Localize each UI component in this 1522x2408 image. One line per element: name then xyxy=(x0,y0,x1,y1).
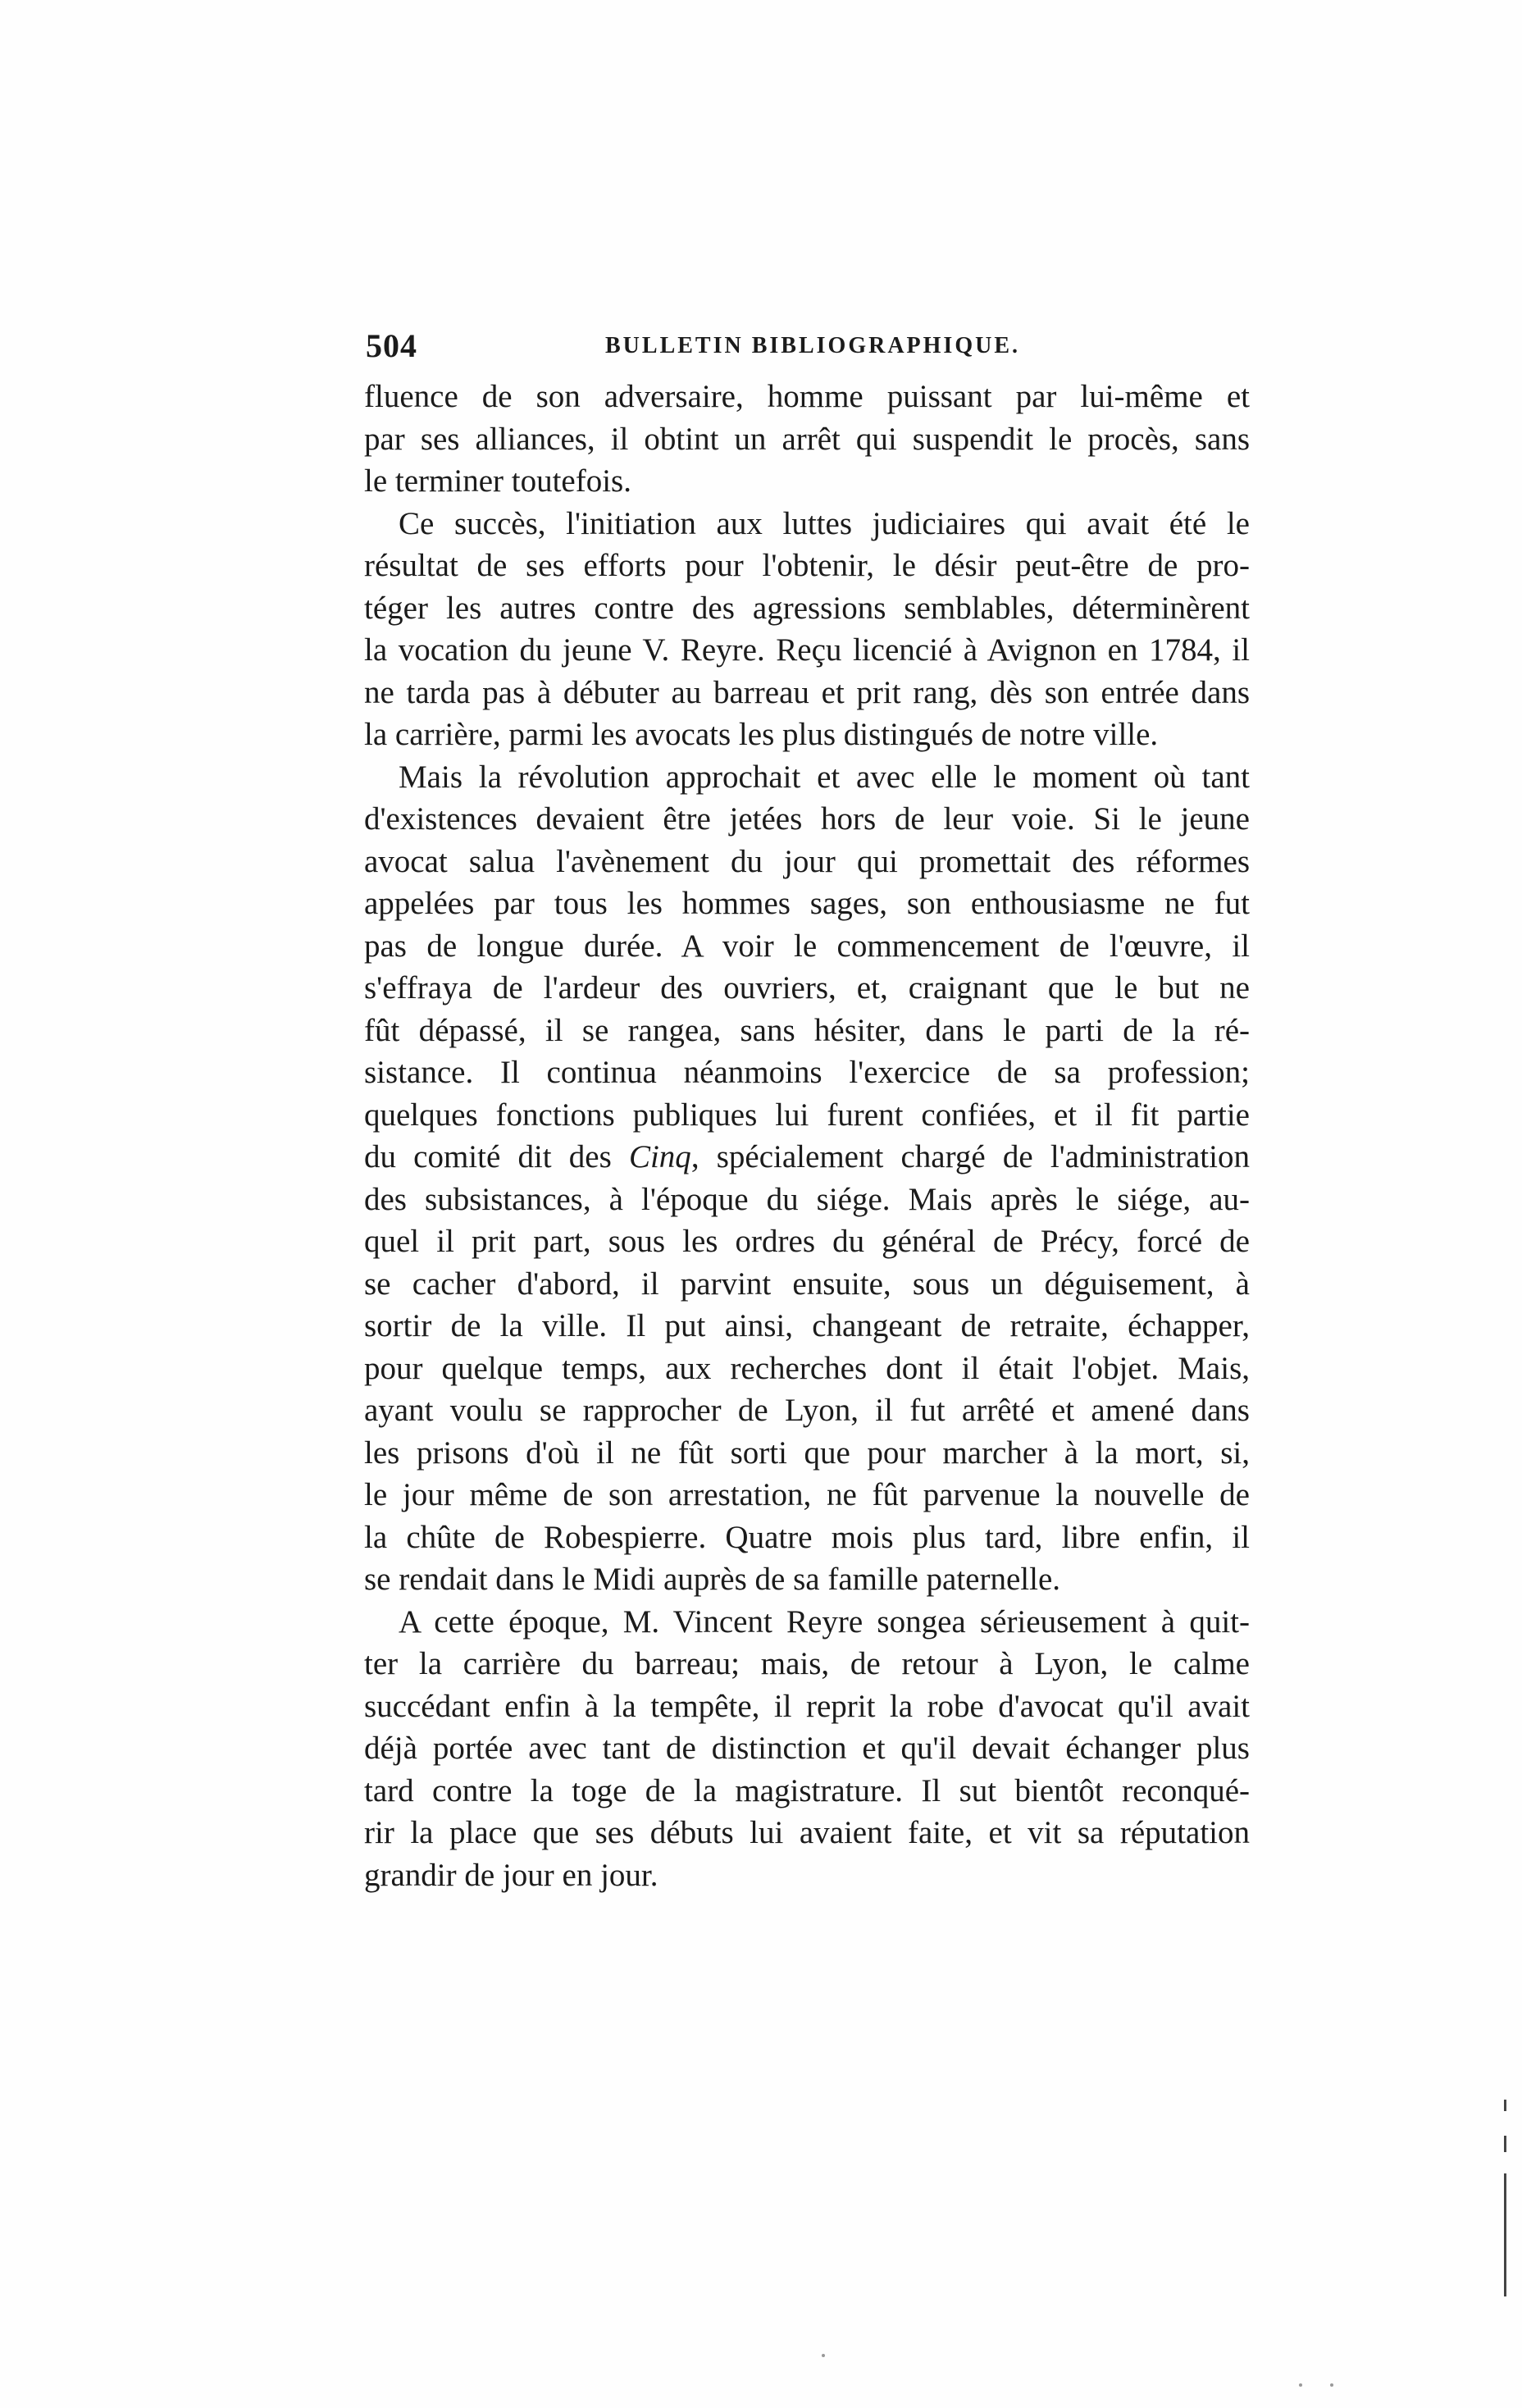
text-line: déjà portée avec tant de distinction et qu'il devait échanger plus xyxy=(364,1731,1250,1766)
paragraph xyxy=(364,1601,1250,1897)
text-line: fluence de son adversaire, homme puissant par lui-même et xyxy=(364,379,1250,414)
text-line: la chûte de Robespierre. Quatre mois plus tard, libre enfin, il xyxy=(364,1519,1250,1555)
text-line: ayant voulu se rapprocher de Lyon, il fut arrêté et amené dans xyxy=(364,1393,1250,1428)
running-header xyxy=(366,326,1260,372)
page-number: 504 xyxy=(366,327,417,364)
text-line: quel il prit part, sous les ordres du général de Précy, forcé de xyxy=(364,1224,1250,1259)
text-line: ter la carrière du barreau; mais, de retour à Lyon, le calme xyxy=(364,1646,1250,1681)
running-title: BULLETIN BIBLIOGRAPHIQUE. xyxy=(605,333,1020,358)
text-line: des subsistances, à l'époque du siége. Mais après le siége, au- xyxy=(364,1181,1250,1217)
text-line: sortir de la ville. Il put ainsi, changeant de retraite, échapper, xyxy=(364,1308,1250,1343)
scan-edge-marks xyxy=(1504,2100,1509,2346)
text-line: téger les autres contre des agressions semblables, déterminèrent xyxy=(364,590,1250,626)
paragraph xyxy=(364,503,1250,756)
scan-mark xyxy=(1504,2136,1506,2152)
text-line: pour quelque temps, aux recherches dont il était l'objet. Mais, xyxy=(364,1350,1250,1386)
text-line: résultat de ses efforts pour l'obtenir, le désir peut-être de pro- xyxy=(364,548,1250,583)
paragraph xyxy=(364,756,1250,1601)
text-line: les prisons d'où il ne fût sorti que pour marcher à la mort, si, xyxy=(364,1434,1250,1471)
text-line: se rendait dans le Midi auprès de sa famille paternelle. xyxy=(364,1562,1061,1597)
text-line: la vocation du jeune V. Reyre. Reçu licencié à Avignon en 1784, il xyxy=(364,632,1250,668)
text-line: s'effraya de l'ardeur des ouvriers, et, craignant que le but ne xyxy=(364,970,1250,1006)
paragraph xyxy=(364,376,1250,503)
text-line: Mais la révolution approchait et avec elle le moment où tant xyxy=(399,759,1250,795)
text-line: fût dépassé, il se rangea, sans hésiter, dans le parti de la ré- xyxy=(364,1012,1250,1048)
italic-word: Cinq xyxy=(628,1139,691,1174)
text-line: par ses alliances, il obtint un arrêt qui suspendit le procès, sans xyxy=(364,421,1250,457)
text-run: , spécialement chargé de l'administration xyxy=(690,1139,1250,1174)
text-line: d'existences devaient être jetées hors de leur voie. Si le jeune xyxy=(364,801,1250,837)
text-line: rir la place que ses débuts lui avaient faite, et vit sa réputation xyxy=(364,1815,1250,1850)
text-line: avocat salua l'avènement du jour qui promettait des réformes xyxy=(364,843,1250,879)
text-line: Ce succès, l'initiation aux luttes judiciaires qui avait été le xyxy=(399,505,1250,541)
scan-mark xyxy=(1504,2100,1506,2111)
scan-speck xyxy=(1330,2383,1333,2387)
text-line: quelques fonctions publiques lui furent confiées, et il fit partie xyxy=(364,1097,1250,1133)
text-line: ne tarda pas à débuter au barreau et prit rang, dès son entrée dans xyxy=(364,674,1250,710)
text-line: A cette époque, M. Vincent Reyre songea sérieusement à quit- xyxy=(399,1603,1250,1640)
text-line: le terminer toutefois. xyxy=(364,463,631,499)
text-line: appelées par tous les hommes sages, son enthousiasme ne fut xyxy=(364,886,1250,921)
text-line: succédant enfin à la tempête, il reprit la robe d'avocat qu'il avait xyxy=(364,1688,1250,1724)
text-line: la carrière, parmi les avocats les plus distingués de notre ville. xyxy=(364,717,1159,752)
text-line: tard contre la toge de la magistrature. Il sut bientôt reconqué- xyxy=(364,1772,1250,1808)
text-line: le jour même de son arrestation, ne fût parvenue la nouvelle de xyxy=(364,1477,1250,1512)
text-line: sistance. Il continua néanmoins l'exercice de sa profession; xyxy=(364,1055,1250,1090)
body-text xyxy=(364,376,1250,1896)
scan-speck xyxy=(1299,2383,1302,2387)
text-line: pas de longue durée. A voir le commencement de l'œuvre, il xyxy=(364,928,1250,964)
scan-mark xyxy=(1504,2173,1506,2296)
text-line-with-italic xyxy=(364,1136,1250,1179)
text-line: grandir de jour en jour. xyxy=(364,1857,658,1893)
text-line: se cacher d'abord, il parvint ensuite, sous un déguisement, à xyxy=(364,1266,1250,1302)
text-run: du comité dit des xyxy=(364,1139,629,1174)
scan-speck xyxy=(822,2354,825,2357)
